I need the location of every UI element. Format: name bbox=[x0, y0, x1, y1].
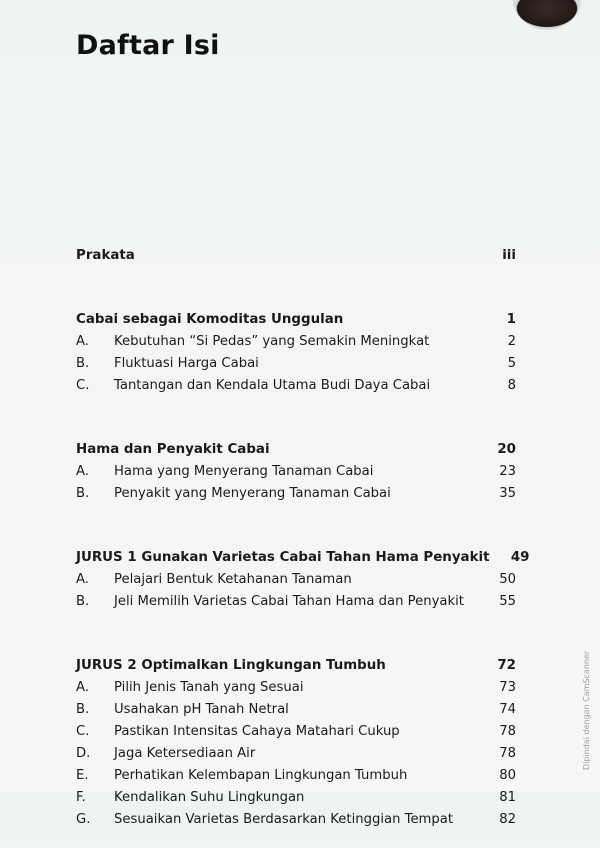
toc-heading-page: 72 bbox=[497, 658, 516, 673]
toc-item-letter: B. bbox=[76, 486, 90, 501]
toc-item-page: 23 bbox=[499, 464, 516, 479]
toc-item-title: Pilih Jenis Tanah yang Sesuai bbox=[114, 680, 304, 695]
toc-item-letter: B. bbox=[76, 702, 90, 717]
toc-item[interactable] bbox=[76, 486, 516, 508]
toc-item-letter: D. bbox=[76, 746, 91, 761]
toc-item[interactable] bbox=[76, 378, 516, 400]
toc-item-page: 5 bbox=[507, 356, 516, 371]
toc-item[interactable] bbox=[76, 746, 516, 768]
toc-item-title: Penyakit yang Menyerang Tanaman Cabai bbox=[114, 486, 391, 501]
toc-heading-title: Hama dan Penyakit Cabai bbox=[76, 442, 270, 457]
toc-item-title: Sesuaikan Varietas Berdasarkan Ketinggian Tempat bbox=[114, 812, 454, 827]
toc-heading[interactable] bbox=[76, 248, 516, 270]
toc-heading-page: 49 bbox=[510, 550, 530, 565]
toc-item[interactable] bbox=[76, 594, 516, 616]
toc-heading[interactable] bbox=[76, 312, 516, 334]
toc-heading-title: JURUS 2 Optimalkan Lingkungan Tumbuh bbox=[76, 658, 386, 673]
toc-section-jurus-1 bbox=[76, 550, 530, 616]
toc-item-page: 74 bbox=[499, 702, 516, 717]
toc-item-title: Perhatikan Kelembapan Lingkungan Tumbuh bbox=[114, 768, 408, 783]
toc-item[interactable] bbox=[76, 572, 516, 594]
toc-item-title: Kebutuhan “Si Pedas” yang Semakin Meningkat bbox=[114, 334, 430, 349]
toc-item-title: Pastikan Intensitas Cahaya Matahari Cukup bbox=[114, 724, 400, 739]
toc-section-prakata bbox=[76, 248, 516, 270]
toc-item-page: 81 bbox=[499, 790, 516, 805]
toc-item-title: Jaga Ketersediaan Air bbox=[114, 746, 256, 761]
toc-heading[interactable] bbox=[76, 550, 530, 572]
toc-heading-title: Cabai sebagai Komoditas Unggulan bbox=[76, 312, 344, 327]
toc-heading-page: 1 bbox=[506, 312, 516, 327]
toc-item-page: 78 bbox=[499, 724, 516, 739]
toc-item[interactable] bbox=[76, 812, 516, 834]
toc-item-title: Jeli Memilih Varietas Cabai Tahan Hama dan Penyakit bbox=[114, 594, 464, 609]
toc-section-hama bbox=[76, 442, 516, 508]
toc-item[interactable] bbox=[76, 356, 516, 378]
toc-item-letter: A. bbox=[76, 680, 89, 695]
toc-item-title: Hama yang Menyerang Tanaman Cabai bbox=[114, 464, 374, 479]
toc-item-title: Fluktuasi Harga Cabai bbox=[114, 356, 259, 371]
page-title: Daftar Isi bbox=[76, 30, 220, 61]
toc-item-page: 2 bbox=[507, 334, 516, 349]
toc-item[interactable] bbox=[76, 768, 516, 790]
toc-heading[interactable] bbox=[76, 442, 516, 464]
toc-item-page: 50 bbox=[499, 572, 516, 587]
toc-item-title: Tantangan dan Kendala Utama Budi Daya Cabai bbox=[114, 378, 431, 393]
toc-item-letter: B. bbox=[76, 594, 90, 609]
toc-item[interactable] bbox=[76, 680, 516, 702]
table-of-contents bbox=[76, 248, 530, 848]
toc-item-letter: F. bbox=[76, 790, 86, 805]
toc-item[interactable] bbox=[76, 724, 516, 746]
toc-item-page: 80 bbox=[499, 768, 516, 783]
toc-heading-page: 20 bbox=[497, 442, 516, 457]
toc-item[interactable] bbox=[76, 464, 516, 486]
toc-item-page: 82 bbox=[499, 812, 516, 827]
toc-item-title: Kendalikan Suhu Lingkungan bbox=[114, 790, 305, 805]
bowl-image bbox=[512, 0, 582, 30]
scanner-watermark: Dipindai dengan CamScanner bbox=[582, 650, 591, 770]
toc-item[interactable] bbox=[76, 702, 516, 724]
toc-section-jurus-2 bbox=[76, 658, 516, 834]
toc-item-page: 8 bbox=[507, 378, 516, 393]
toc-item-page: 73 bbox=[499, 680, 516, 695]
toc-item-letter: E. bbox=[76, 768, 89, 783]
toc-item[interactable] bbox=[76, 790, 516, 812]
toc-item-page: 55 bbox=[499, 594, 516, 609]
toc-item-page: 78 bbox=[499, 746, 516, 761]
toc-item-title: Pelajari Bentuk Ketahanan Tanaman bbox=[114, 572, 352, 587]
toc-item-letter: C. bbox=[76, 378, 90, 393]
toc-heading-title: JURUS 1 Gunakan Varietas Cabai Tahan Hama Penyakit bbox=[76, 550, 490, 565]
toc-item-title: Usahakan pH Tanah Netral bbox=[114, 702, 289, 717]
toc-item-letter: G. bbox=[76, 812, 91, 827]
toc-item-letter: C. bbox=[76, 724, 90, 739]
toc-heading-title: Prakata bbox=[76, 248, 135, 263]
toc-item-letter: A. bbox=[76, 334, 89, 349]
toc-item-letter: A. bbox=[76, 464, 89, 479]
toc-item[interactable] bbox=[76, 334, 516, 356]
toc-section-komoditas bbox=[76, 312, 516, 400]
toc-item-letter: A. bbox=[76, 572, 89, 587]
toc-item-letter: B. bbox=[76, 356, 90, 371]
toc-item-page: 35 bbox=[499, 486, 516, 501]
toc-heading[interactable] bbox=[76, 658, 516, 680]
toc-heading-page: iii bbox=[502, 248, 516, 263]
